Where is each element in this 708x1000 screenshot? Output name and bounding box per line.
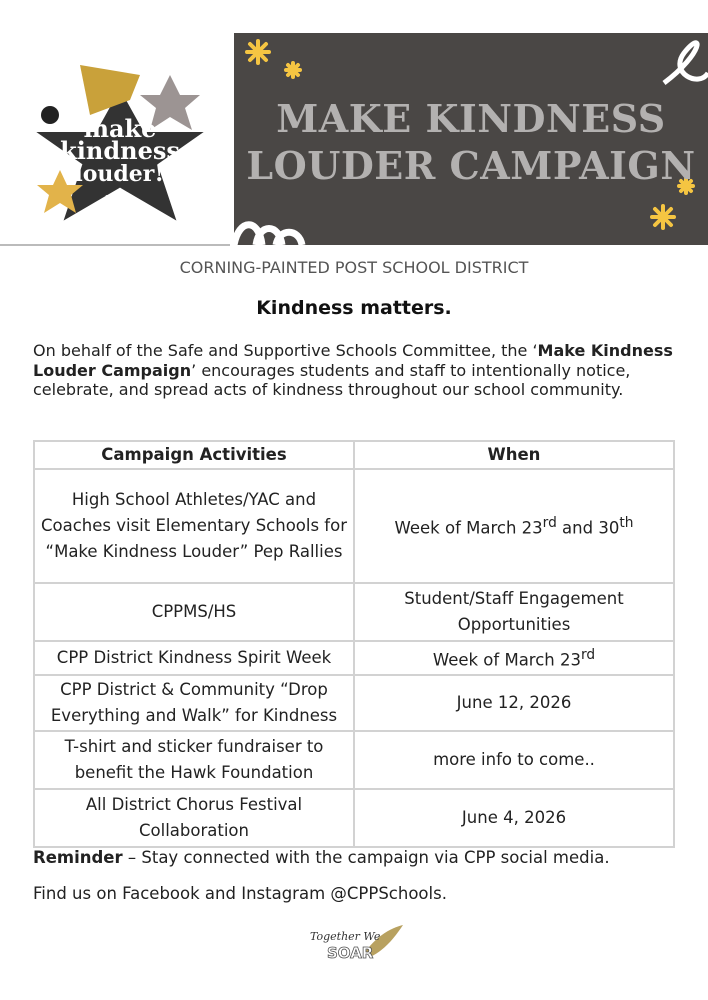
when-cell: Week of March 23rd and 30th [354,469,674,583]
together-we-soar-logo [305,922,405,967]
tagline: Kindness matters. [256,297,452,319]
reminder-body: – Stay connected with the campaign via CPP social media. [122,848,610,867]
when-cell: more info to come.. [354,731,674,789]
table-row [34,583,674,641]
svg-text:louder!!: louder!! [74,161,174,187]
reminder-text [33,848,610,867]
intro-text: On behalf of the Safe and Supportive Schools Committee, the ‘ [33,341,538,360]
banner-title-line2: LOUDER CAMPAIGN [246,143,696,188]
activity-cell: CPP District & Community “Drop Everything and Walk” for Kindness [34,675,354,731]
table-header-row [34,441,674,469]
svg-text:CPP: CPP [109,215,131,226]
table-row [34,641,674,675]
banner-title-line1: MAKE KINDNESS [276,96,666,141]
activity-cell: CPP District Kindness Spirit Week [34,641,354,675]
when-cell: June 4, 2026 [354,789,674,847]
svg-text:SOAR: SOAR [105,194,125,202]
when-cell: June 12, 2026 [354,675,674,731]
social-media-text: Find us on Facebook and Instagram @CPPSchools. [33,884,447,903]
activity-cell: High School Athletes/YAC and Coaches visit Elementary Schools for “Make Kindness Louder” Pep Rallies [34,469,354,583]
svg-text:SOAR: SOAR [327,944,374,962]
activity-cell: CPPMS/HS [34,583,354,641]
activities-table [33,440,675,848]
column-header-activities: Campaign Activities [34,441,354,469]
table-row [34,675,674,731]
banner-title [234,95,708,189]
campaign-banner [234,33,708,245]
make-kindness-louder-logo [20,45,220,230]
intro-text: ’ encourages students and staff to intentionally notice, celebrate, and spread acts of kindness throughout our school community. [33,360,631,399]
table-row [34,469,674,583]
activity-cell: All District Chorus Festival Collaboration [34,789,354,847]
svg-text:Together We: Together We [310,930,381,943]
svg-text:make: make [83,114,157,143]
campaign-name: Make Kindness Louder Campaign [33,341,673,380]
divider [0,244,230,246]
column-header-when: When [354,441,674,469]
district-name: CORNING-PAINTED POST SCHOOL DISTRICT [179,258,529,277]
svg-text:kindness: kindness [60,136,180,165]
activity-cell: T-shirt and sticker fundraiser to benefit the Hawk Foundation [34,731,354,789]
reminder-label: Reminder [33,848,123,867]
table-row [34,731,674,789]
when-cell: Week of March 23rd [354,641,674,675]
table-row [34,789,674,847]
intro-paragraph [33,341,673,400]
when-cell: Student/Staff Engagement Opportunities [354,583,674,641]
